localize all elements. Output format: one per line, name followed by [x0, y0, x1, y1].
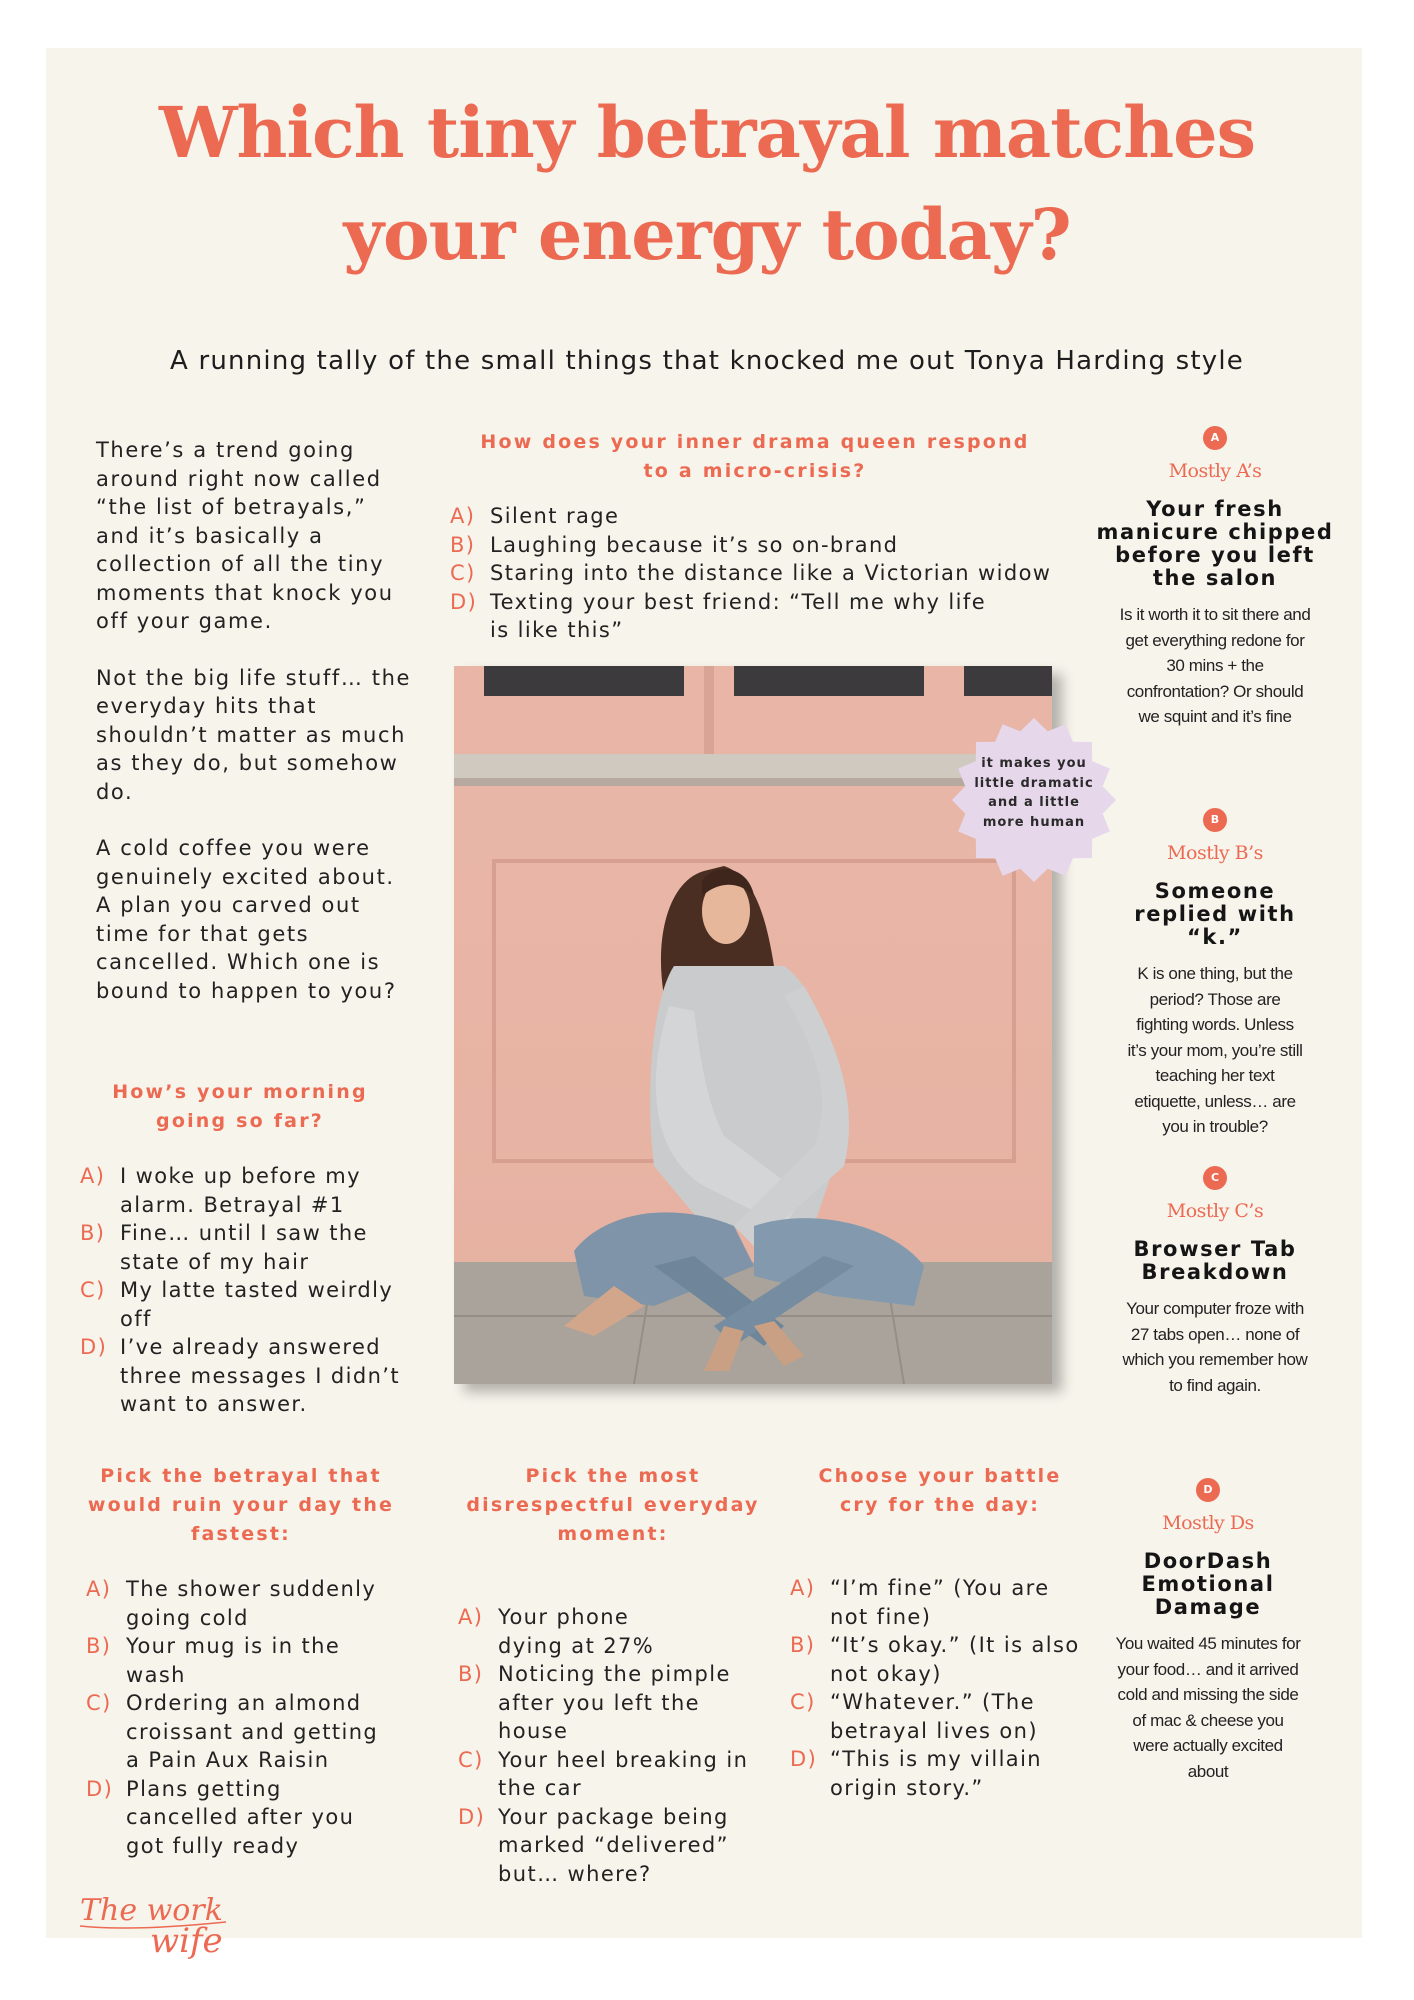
option-c[interactable]: C) Staring into the distance like a Victorian widow: [450, 561, 1052, 585]
result-a: [1090, 426, 1340, 730]
option-b[interactable]: B) “It’s okay.” (It is also not okay): [790, 1633, 1080, 1686]
option-b[interactable]: B) Fine… until I saw the state of my hair: [80, 1221, 368, 1274]
title-line-1: Which tiny betrayal matches: [158, 91, 1256, 174]
result-d: [1083, 1478, 1333, 1784]
result-title: Your fresh manicure chipped before you left the salon: [1096, 497, 1334, 590]
option-b[interactable]: B) Your mug is in the wash: [86, 1634, 341, 1687]
option-c[interactable]: C) “Whatever.” (The betrayal lives on): [790, 1690, 1038, 1743]
result-tag: Mostly C’s: [1166, 1200, 1264, 1222]
question-heading: How’s your morning going so far?: [112, 1081, 368, 1132]
option-a[interactable]: A) I woke up before my alarm. Betrayal #1: [80, 1164, 361, 1217]
intro-paragraph: There’s a trend going around right now called “the list of betrayals,” and it’s basically a collection of all the tiny moments that knock you off your game.: [96, 438, 394, 633]
option-d[interactable]: D) I’ve already answered three messages I didn’t want to answer.: [80, 1335, 401, 1416]
intro-paragraph: A cold coffee you were genuinely excited about. A plan you carved out time for that gets cancelled. Which one is bound to happen to you?: [96, 836, 397, 1003]
option-b[interactable]: B) Laughing because it’s so on-brand: [450, 532, 899, 557]
option-list: [80, 1162, 400, 1419]
the-work-wife-logo: [76, 1886, 306, 1966]
question-heading: Pick the most disrespectful everyday moment:: [466, 1465, 760, 1545]
option-d[interactable]: D) Your package being marked “delivered” but… where?: [458, 1804, 729, 1886]
option-c[interactable]: C) Your heel breaking in the car: [458, 1747, 749, 1800]
option-a[interactable]: A) Your phone dying at 27%: [458, 1605, 655, 1658]
question-ruin: [86, 1462, 396, 1860]
option-c[interactable]: C) Ordering an almond croissant and getting a Pain Aux Raisin: [86, 1691, 379, 1772]
result-badge: A: [1203, 426, 1227, 450]
page-title: [0, 82, 1414, 286]
result-title: DoorDash Emotional Damage: [1141, 1549, 1275, 1619]
logo-line-1: The work: [80, 1893, 223, 1928]
option-list: [86, 1575, 396, 1860]
result-badge: C: [1203, 1166, 1227, 1190]
result-title: Someone replied with “k.”: [1134, 879, 1296, 949]
option-d[interactable]: D) Texting your best friend: “Tell me why life is like this”: [450, 589, 987, 642]
option-a[interactable]: A) Silent rage: [450, 504, 620, 528]
option-d[interactable]: D) “This is my villain origin story.”: [790, 1747, 1043, 1800]
question-heading: How does your inner drama queen respond to a micro-crisis?: [480, 431, 1030, 482]
question-heading: Pick the betrayal that would ruin your day the fastest:: [87, 1465, 395, 1545]
result-description: Is it worth it to sit there and get everything redone for 30 mins + the confrontation? Or should we squint and it’s fine: [1119, 605, 1311, 726]
option-d[interactable]: D) Plans getting cancelled after you got fully ready: [86, 1776, 355, 1858]
question-drama: [450, 428, 1060, 645]
result-title: Browser Tab Breakdown: [1133, 1237, 1297, 1284]
result-tag: Mostly B’s: [1167, 842, 1263, 864]
question-heading: Choose your battle cry for the day:: [818, 1465, 1062, 1516]
question-battle: [790, 1462, 1090, 1802]
option-list: [458, 1603, 768, 1888]
result-badge: D: [1196, 1478, 1220, 1502]
result-c: [1090, 1166, 1340, 1398]
option-c[interactable]: C) My latte tasted weirdly off: [80, 1278, 394, 1331]
result-description: K is one thing, but the period? Those are fighting words. Unless it’s your mom, you’re still teaching her text etiquette, unless… are you in trouble?: [1127, 964, 1303, 1136]
intro-text: [96, 436, 416, 1033]
intro-paragraph: Not the big life stuff… the everyday hits that shouldn’t matter as much as they do, but somehow do.: [96, 665, 412, 804]
title-line-2: your energy today?: [343, 193, 1071, 276]
option-b[interactable]: B) Noticing the pimple after you left the house: [458, 1662, 731, 1743]
question-morning: [80, 1078, 400, 1419]
result-tag: Mostly A’s: [1168, 460, 1262, 482]
sticker-text: it makes you little dramatic and a little more human: [974, 756, 1094, 830]
result-tag: Mostly Ds: [1162, 1512, 1254, 1534]
question-disrespect: [458, 1462, 768, 1888]
page-subtitle: A running tally of the small things that knocked me out Tonya Harding style: [170, 346, 1244, 376]
option-a[interactable]: A) The shower suddenly going cold: [86, 1577, 377, 1630]
result-description: You waited 45 minutes for your food… and it arrived cold and missing the side of mac & cheese you were actually excited about: [1115, 1634, 1301, 1781]
result-badge: B: [1203, 808, 1227, 832]
option-a[interactable]: A) “I’m fine” (You are not fine): [790, 1576, 1050, 1629]
result-b: [1090, 808, 1340, 1140]
logo-line-2: wife: [150, 1921, 223, 1961]
option-list: [450, 502, 1060, 645]
result-description: Your computer froze with 27 tabs open… none of which you remember how to find again.: [1122, 1299, 1308, 1395]
option-list: [790, 1574, 1090, 1802]
